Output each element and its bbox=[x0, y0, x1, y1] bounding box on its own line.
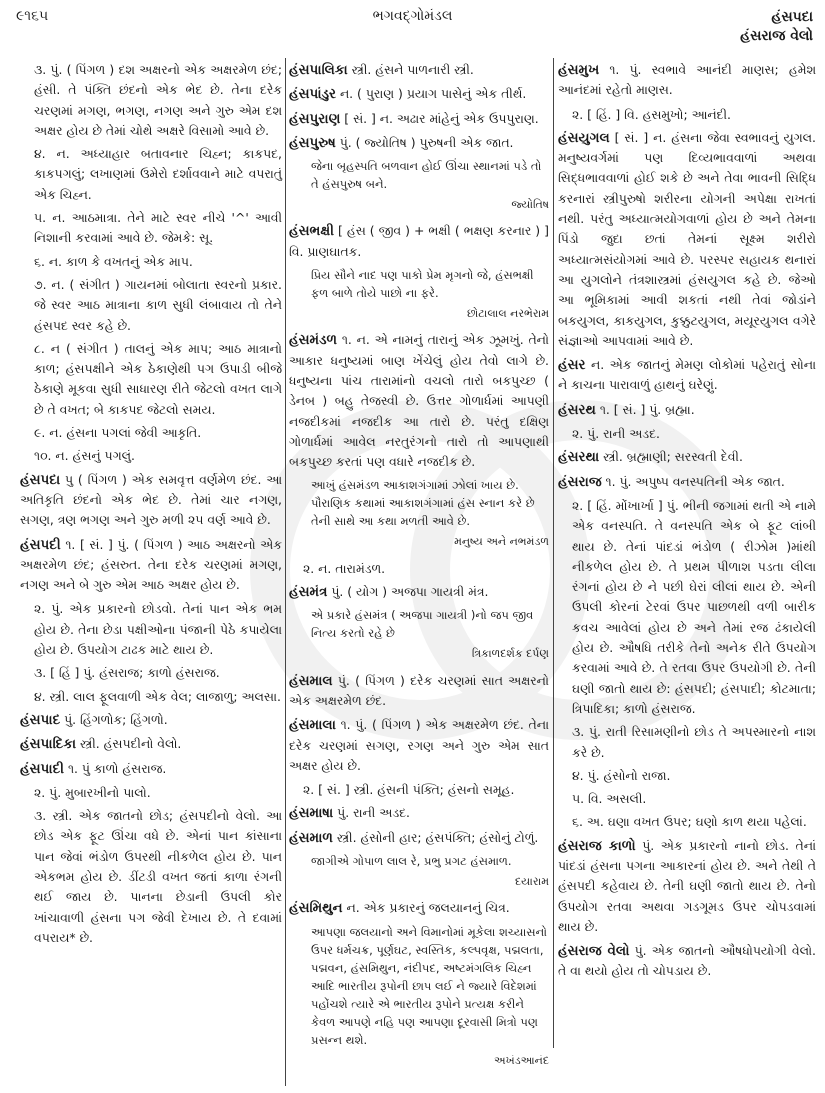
headword: હંસરાજ કાળો bbox=[558, 837, 636, 854]
definition: સ્ત્રી. હંસોની હાર; હંસપંક્તિ; હંસોનું ટોળું. bbox=[332, 829, 539, 845]
definition: સ્ત્રી. હંસપદીનો વેલો. bbox=[76, 736, 182, 752]
definition: [ સં. ] ન. હંસના જેવા સ્વભાવનું યુગલ. મનુષ્યવર્ગમાં પણ દિવ્યભાવવાળાં અથવા સિદ્ધભાવવાળાં હોઈ શકે છે અને તેવા ભાવની સિદ્ધિ કરનારાં સ્ત્રીપુરુષો શરીરના યોગની અપેક્ષા રાખતાં નથી. પરંતુ અધ્યાત્મયોગવાળાં હોય છે અને તેમના પિંડો જુદા છતાં તેમનાં સૂક્ષ્મ શરીરો અધ્યાત્મસંયોગમાં આવે છે. પરસ્પર સહાયક થનારાં આ યુગલોને તંત્રશાસ્ત્રમાં હંસયુગલ કહે છે. જેઓ આ ભૂમિકામાં આવી શકતાં નથી તેવાં જોડાંને બકયુગલ, કાકયુગલ, કુક્કુટયુગલ, મયૂરયુગલ વગેરે સંજ્ઞાઓ આપવામાં આવે છે. bbox=[558, 129, 816, 348]
dictionary-entry bbox=[289, 60, 549, 80]
sense-definition: ૬. અ. ઘણા વખત ઉપર; ઘણો કાળ થયા પહેલાં. bbox=[572, 814, 807, 830]
sense-definition: ૫. વિ. અસલી. bbox=[572, 791, 647, 807]
headword: હંસપદી bbox=[20, 536, 61, 553]
headword: હંસમંત્ર bbox=[289, 584, 328, 601]
headword: હંસપદા bbox=[20, 471, 61, 488]
headword: હંસમાલ bbox=[289, 672, 333, 689]
headword: હંસરાજ bbox=[558, 473, 602, 490]
citation-quote: જાગીએ ગોપાળ લાલ રે, પ્રભુ પ્રગટ હંસમાળ. bbox=[311, 854, 512, 869]
citation-source: જ્યોતિષ bbox=[511, 198, 549, 212]
dictionary-entry bbox=[289, 84, 549, 104]
sense-definition: ૩. સ્ત્રી. એક જાતનો છોડ; હંસપદીનો વેલો. આ છોડ એક ફૂટ ઊંચા વધે છે. એનાં પાન કાંસાના પાન જેવાં ભંડોળ ઉપરથી નીકળેલ હોય છે. પાન એકભમ હોય છે. ડીંટડી વખત જતાં કાળા રંગની થઈ જાય છે. પાનના છેડાની ઉપલી કોર ખાંચાવાળી હંસના પગ જેવી દેખાય છે. તે દવામાં વપરાય* છે. bbox=[34, 808, 282, 945]
sense-definition: ૪. સ્ત્રી. લાલ ફૂલવાળી એક વેલ; લાજાળુ; અલસા. bbox=[34, 688, 281, 704]
headword: હંસપુરાણ bbox=[289, 110, 341, 127]
dictionary-entry bbox=[289, 803, 549, 823]
dictionary-entry bbox=[558, 60, 816, 101]
definition: પું. રાની અડદ. bbox=[333, 805, 410, 821]
dictionary-entry bbox=[289, 330, 549, 472]
sense-definition: ૨. ન. તારામંડળ. bbox=[303, 560, 386, 576]
headword: હંસપુરુષ bbox=[289, 134, 336, 151]
dictionary-entry bbox=[558, 941, 816, 982]
headword: હંસભક્ષી bbox=[289, 223, 334, 240]
definition: [ સં. ] ન. અઢાર માંહેનું એક ઉપપુરાણ. bbox=[340, 110, 539, 126]
definition: ૧. [ સં. ] પું. ( પિંગળ ) આઠ અક્ષરનો એક અક્ષરમેળ છંદ; હંસરુત. તેના દરેક ચરણમાં મગણ, નગણ અને બે ગુરુ એમ આઠ અક્ષર હોય છે. bbox=[20, 536, 282, 593]
dictionary-entry bbox=[289, 109, 549, 129]
headword: હંસમાલા bbox=[289, 717, 336, 734]
guide-word-last: હંસરાજ વેલો bbox=[740, 28, 813, 44]
headword: હંસમાળ bbox=[289, 829, 333, 846]
column-3 bbox=[558, 60, 816, 986]
sense-definition: ૩. [ હિં ] પું. હંસરાજ; કાળો હંસરાજ. bbox=[34, 665, 220, 681]
definition: ન. ( પુરાણ ) પ્રયાગ પાસેનું એક તીર્થ. bbox=[336, 86, 527, 102]
dictionary-entry bbox=[20, 535, 282, 596]
citation-source: અખંડઆનંદ bbox=[493, 1053, 549, 1067]
definition: ૧. ન. એ નામનું તારાનું એક ઝૂમખું. તેનો આકાર ધનુષ્યમાં બાણ ખેંચેલું હોય તેવો લાગે છે. ધનુષ્યના પાંચ તારામાંનો વચલો તારો બકપુચ્છ ( ડેનબ ) બહુ તેજસ્વી છે. ઉત્તર ગોળાર્ધમાં આપણી નજદીકમાં નજદીક આ તારો છે. પરંતુ દક્ષિણ ગોળાર્ધમાં આવેલ નરતુરંગનો તારો તો આપણાથી બકપુચ્છ કરતાં પણ વધારે નજદીક છે. bbox=[289, 332, 549, 470]
column-divider bbox=[553, 58, 554, 1048]
definition: સ્ત્રી. બ્રહ્માણી; સરસ્વતી દેવી. bbox=[599, 449, 743, 465]
definition: ન. એક જાતનું મેમણ લોકોમાં પહેરાતું સોના ને કાચના પારાવાળું હાથનું ઘરેણું. bbox=[558, 357, 816, 393]
sense-definition: ૧૦. ન. હંસનું પગલું. bbox=[34, 448, 135, 464]
sense-definition: ૮. ન ( સંગીત ) તાલનું એક માપ; આઠ માત્રાનો કાળ; હંસપક્ષીને એક ઠેકાણેથી પગ ઉપાડી બીજે ઠેકાણે મૂકવા સુધી સાધારણ રીતે જેટલો વખત લાગે છે તે વખત; બે કાકપદ જેટલો સમય. bbox=[34, 340, 282, 417]
headword: હંસરાજ વેલો bbox=[558, 943, 630, 960]
citation-quote: એ પ્રકારે હંસમંત્ર ( અજપા ગાયત્રી )નો જપ જીવ નિત્ય કરતો રહે છે bbox=[311, 608, 534, 641]
definition: ૧. પું. ( પિંગળ ) એક અક્ષરમેળ છંદ. તેના દરેક ચરણમાં સગણ, રગણ અને ગુરુ એમ સાત અક્ષર હોય છે. bbox=[289, 717, 549, 773]
dictionary-entry bbox=[558, 472, 816, 492]
definition: પું. ( જ્યોતિષ ) પુરુષની એક જાત. bbox=[335, 134, 514, 150]
headword: હંસમંડળ bbox=[289, 332, 338, 349]
citation-source: છોટાલાલ નરભેરામ bbox=[466, 307, 549, 321]
headword: હંસપાદી bbox=[20, 760, 65, 777]
dictionary-entry bbox=[20, 710, 282, 730]
page-number: ૯૧૬૫ bbox=[16, 8, 49, 24]
headword: હંસપાદ bbox=[20, 711, 61, 728]
dictionary-entry bbox=[289, 828, 549, 848]
definition: પું. ( યોગ ) અજપા ગાયત્રી મંત્ર. bbox=[327, 584, 489, 600]
citation-source: ત્રિકાળદર્શક દર્પણ bbox=[471, 647, 549, 661]
headword: હંસર bbox=[558, 357, 586, 374]
dictionary-entry bbox=[558, 836, 816, 937]
sense-definition: ૫. ન. આઠમાત્રા. તેને માટે સ્વર નીચે '^' આવી નિશાની કરવામાં આવે છે. જેમકે: સૂ. bbox=[34, 210, 282, 246]
dictionary-entry bbox=[289, 898, 549, 918]
definition: [ હંસ ( જીવ ) + ભક્ષી ( ભક્ષણ કરનાર ) ] વિ. પ્રાણઘાતક. bbox=[289, 223, 549, 259]
citation-quote: જેના બૃહસ્પતિ બળવાન હોઈ ઊંચા સ્થાનમાં પડે તો તે હંસપુરુષ બને. bbox=[311, 159, 542, 192]
sense-definition: ૨. પું. એક પ્રકારનો છોડવો. તેનાં પાન એક ભમ હોય છે. તેના છેડા પક્ષીઓના પંજાની પેઠે કપાયેલા હોય છે. ઉપયોગ ટાઢક માટે થાય છે. bbox=[34, 601, 282, 658]
column-2 bbox=[289, 60, 549, 1077]
definition: ૧. પું. અપુષ્પ વનસ્પતિની એક જાત. bbox=[601, 473, 785, 489]
sense-definition: ૩. પું. રાતી રિસામણીનો છોડ તે અપસ્મારનો નાશ કરે છે. bbox=[572, 724, 816, 760]
dictionary-entry bbox=[20, 734, 282, 754]
dictionary-entry bbox=[289, 133, 549, 153]
sense-definition: ૬. ન. કાળ કે વખતનું એક માપ. bbox=[34, 253, 193, 269]
citation-source: દયારામ bbox=[514, 875, 549, 889]
running-title: ભગવદ્ગોમંડલ bbox=[372, 8, 453, 24]
definition: ૧. પું કાળો હંસરાજ. bbox=[64, 760, 167, 776]
citation-quote: આખું હંસમંડળ આકાશગંગામાં ઝોલાં ખાય છે. પૌરાણિક કથામાં આકાશગંગામાં હંસ સ્નાન કરે છે તેની સાથે આ કથા મળતી આવે છે. bbox=[311, 478, 535, 529]
guide-words bbox=[740, 8, 813, 46]
headword: હંસપાલિકા bbox=[289, 62, 348, 78]
sense-definition: ૨. [ હિં. ] વિ. હસમુખો; આનંદી. bbox=[572, 106, 731, 122]
dictionary-entry bbox=[289, 221, 549, 262]
headword: હંસમિથુન bbox=[289, 900, 343, 917]
definition: ૧. [ સં. ] પું. બ્રહ્મા. bbox=[595, 401, 695, 417]
definition: પું. હિંગળોક; હિંગળો. bbox=[60, 711, 168, 727]
sense-definition: ૪. પું. હંસોનો રાજા. bbox=[572, 767, 671, 783]
dictionary-entry bbox=[289, 715, 549, 776]
page-header bbox=[0, 0, 825, 58]
definition: ન. એક પ્રકારનું જલયાનનું ચિત્ર. bbox=[342, 900, 510, 916]
dictionary-entry bbox=[558, 128, 816, 351]
sense-definition: ૨. પું. રાની અડદ. bbox=[572, 426, 660, 442]
definition: પું. એક જાતનો ઔષધોપયોગી વેલો. તે વા થયો હોય તો ચોપડાય છે. bbox=[558, 943, 816, 979]
sense-definition: ૨. [ હિં. મોંખાર્ખા ] પું. ભીની જગામાં થતી એ નામે એક વનસ્પતિ. તે વનસ્પતિ એક બે ફૂટ લાંબી થાય છે. તેનાં પાંદડાં ભંડોળ ( રીઝોમ )માંથી નીકળેલ હોય છે. તે પ્રથમ પીળાશ પડતા લીલા રંગનાં હોય છે ને પછી ઘેરાં લીલાં થાય છે. એની ઉપલી કોરનાં ટેરવાં ઉપર પાછળથી વળી બારીક કવચ આવેલાં હોય છે અને તેમાં રજ ઢંકાયેલી હોય છે. ઔષધિ તરીકે તેનો અનેક રીતે ઉપયોગ કરવામાં આવે છે. તે રતવા ઉપર ઉપયોગી છે. તેની ઘણી જાતો થાય છે: હંસપદી; હંસપાદી; કોટમાતા; ત્રિપાદિકા; કાળો હંસરાજ. bbox=[572, 497, 816, 716]
headword: હંસપાંડુર bbox=[289, 86, 336, 103]
dictionary-entry bbox=[558, 355, 816, 396]
citation-source: મનુષ્ય અને નભમંડળ bbox=[454, 535, 549, 549]
headword: હંસયુગલ bbox=[558, 129, 610, 146]
dictionary-entry bbox=[289, 671, 549, 712]
definition: પુ ( પિંગળ ) એક સમવૃત્ત વર્ણમેળ છંદ. આ અતિકૃતિ છંદનો એક ભેદ છે. તેમાં ચાર નગણ, સગણ, ત્રણ ભગણ અને ગુરુ મળી ૨૫ વર્ણ આવે છે. bbox=[20, 471, 282, 528]
headword: હંસપાદિકા bbox=[20, 736, 77, 753]
headword: હંસમાષા bbox=[289, 805, 334, 822]
headword: હંસરથ bbox=[558, 401, 596, 418]
definition: પું. એક પ્રકારનો નાનો છોડ. તેનાં પાંદડાં હંસના પગના આકારનાં હોય છે. અને તેથી તે હંસપદી કહેવાય છે. તેની ઘણી જાતો થાય છે. તેનો ઉપયોગ રતવા અથવા ગડગૂમડ ઉપર ચોપડવામાં થાય છે. bbox=[558, 837, 816, 934]
sense-definition: ૨. પું. મુબારખીનો પાલો. bbox=[34, 784, 151, 800]
dictionary-entry bbox=[558, 400, 816, 420]
guide-word-first: હંસપદા bbox=[771, 9, 813, 25]
headword: હંસમુખ bbox=[558, 62, 600, 78]
dictionary-entry bbox=[20, 470, 282, 531]
dictionary-entry bbox=[289, 582, 549, 602]
definition: પું. ( પિંગળ ) દરેક ચરણમાં સાત અક્ષરનો એક અક્ષરમેળ છંદ. bbox=[289, 672, 549, 708]
definition: સ્ત્રી. હંસને પાળનારી સ્ત્રી. bbox=[347, 62, 474, 77]
column-1 bbox=[20, 60, 282, 951]
definition: ૧. પું. સ્વભાવે આનંદી માણસ; હમેશ આનંદમાં રહેતો માણસ. bbox=[558, 62, 816, 98]
sense-definition: ૨. [ સં. ] સ્ત્રી. હંસની પંક્તિ; હંસનો સમૂહ. bbox=[303, 782, 515, 798]
dictionary-entry bbox=[20, 759, 282, 779]
column-divider bbox=[285, 58, 286, 1086]
dictionary-entry bbox=[558, 447, 816, 467]
sense-definition: ૭. ન. ( સંગીત ) ગાયનમાં બોલાતા સ્વરનો પ્રકાર. જે સ્વર આઠ માત્રાના કાળ સુધી લંબાવાય તો તેને હંસપદ સ્વર કહે છે. bbox=[34, 276, 282, 333]
citation-quote: પ્રિય સૌને નાદ પણ પાકો પ્રેમ મૃગનો જે, હંસભક્ષી ફળ બાળે તોયે પાછો ના ફરે. bbox=[311, 268, 534, 301]
citation-quote: આપણા જલયાનો અને વિમાનોમાં મૂકેલા શચ્યાસનો ઉપર ધર્મચક્ર, પૂર્ણઘટ, સ્વસ્તિક, કલ્પવૃક્ષ, પદ્મલતા, પદ્મવન, હંસમિથુન, નંદીપદ, અષ્ટમંગલિક ચિહ્ન આદિ ભારતીય રૂપોની છાપ લઈ ને જ્યારે વિદેશમાં પહોંચશે ત્યારે એ ભારતીય રૂપોને પ્રત્યક્ષ કરીને કેવળ આપણે નહિ પણ આપણા દૂરવાસી મિત્રો પણ પ્રસન્ન થશે. bbox=[311, 924, 548, 1047]
sense-definition: ૩. પું. ( પિંગળ ) દશ અક્ષરનો એક અક્ષરમેળ છંદ; હંસી. તે પંક્તિ છંદનો એક ભેદ છે. તેના દરેક ચરણમાં મગણ, ભગણ, નગણ અને ગુરુ એમ દશ અક્ષર હોય છે તેમાં ચોથે અક્ષરે વિસામો આવે છે. bbox=[34, 62, 282, 138]
headword: હંસરથા bbox=[558, 449, 600, 466]
sense-definition: ૯. ન. હંસના પગલાં જેવી આકૃતિ. bbox=[34, 425, 202, 441]
sense-definition: ૪. ન. અધ્યાહાર બતાવનાર ચિહ્ન; કાકપદ, કાકપગલું; લખાણમાં ઉમેરો દર્શાવવાને માટે વપરાતું એક ચિહ્ન. bbox=[34, 146, 282, 202]
